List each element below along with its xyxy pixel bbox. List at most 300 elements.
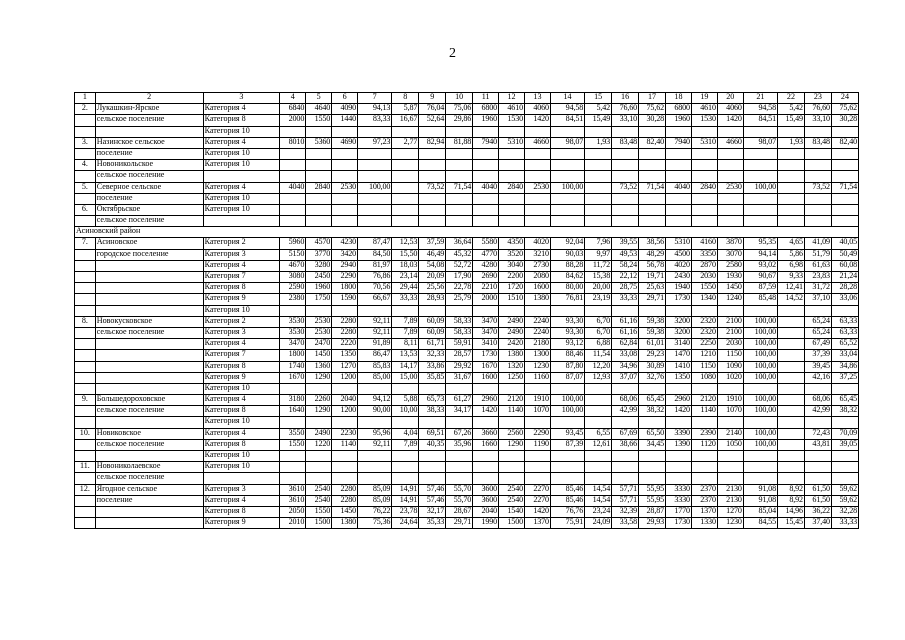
value-cell: 1300 [525,350,551,361]
value-cell: 22,12 [612,272,639,283]
value-cell: 29,44 [392,283,419,294]
value-cell: 87,39 [550,439,584,450]
value-cell: 33,33 [612,294,639,305]
value-cell: 3390 [666,428,692,439]
value-cell: 34,45 [639,439,666,450]
value-cell: 1420 [525,506,551,517]
value-cell: 1190 [525,439,551,450]
settlement-name-cell: сельское поселение [95,171,203,182]
value-cell: 1370 [525,518,551,529]
value-cell [525,148,551,159]
value-cell: 34,96 [612,361,639,372]
value-cell: 85,04 [743,506,777,517]
value-cell [473,171,499,182]
value-cell [831,126,858,137]
value-cell: 33,10 [804,115,831,126]
value-cell [585,473,612,484]
value-cell [743,462,777,473]
value-cell: 4040 [280,182,306,193]
value-cell: 1450 [306,350,332,361]
value-cell [358,126,392,137]
value-cell: 100,00 [550,182,584,193]
value-cell: 21,24 [831,272,858,283]
value-cell: 1160 [525,372,551,383]
value-cell [639,305,666,316]
value-cell: 23,24 [585,506,612,517]
value-cell: 3610 [280,484,306,495]
value-cell: 28,28 [831,283,858,294]
row-number-cell [75,327,96,338]
header-cell: 21 [743,93,777,104]
value-cell: 3530 [280,327,306,338]
value-cell: 5580 [473,238,499,249]
value-cell: 100,00 [743,372,777,383]
value-cell: 84,51 [743,115,777,126]
value-cell [332,160,358,171]
value-cell [550,148,584,159]
value-cell: 83,33 [358,115,392,126]
value-cell [525,417,551,428]
value-cell [831,148,858,159]
value-cell: 6,70 [585,327,612,338]
value-cell: 2180 [525,339,551,350]
value-cell: 2840 [306,182,332,193]
value-cell [473,417,499,428]
value-cell: 2250 [691,339,717,350]
value-cell: 100,00 [743,395,777,406]
value-cell: 1370 [691,506,717,517]
value-cell [639,451,666,462]
value-cell [585,395,612,406]
value-cell: 10,00 [392,406,419,417]
row-number-cell [75,126,96,137]
settlement-name-cell: Назинское сельское [95,137,203,148]
value-cell: 42,99 [612,406,639,417]
value-cell: 29,23 [639,350,666,361]
value-cell [777,350,804,361]
value-cell: 76,04 [419,104,446,115]
value-cell: 4020 [666,260,692,271]
value-cell: 17,90 [446,272,473,283]
settlement-name-cell: Асиновское [95,238,203,249]
row-number-cell [75,451,96,462]
value-cell: 3280 [306,260,332,271]
value-cell: 61,71 [419,339,446,350]
category-cell: Категория 10 [203,305,280,316]
value-cell: 91,08 [743,495,777,506]
value-cell: 35,85 [419,372,446,383]
value-cell [777,428,804,439]
settlement-name-cell: Новиковское [95,428,203,439]
category-cell: Категория 7 [203,350,280,361]
value-cell [499,126,525,137]
value-cell: 2040 [473,506,499,517]
value-cell [358,473,392,484]
value-cell [392,148,419,159]
value-cell [550,160,584,171]
value-cell: 46,49 [419,249,446,260]
value-cell: 2130 [717,495,743,506]
header-cell: 7 [358,93,392,104]
value-cell: 39,05 [831,439,858,450]
value-cell: 2580 [717,260,743,271]
value-cell [639,383,666,394]
value-cell [804,193,831,204]
value-cell [473,193,499,204]
value-cell [499,417,525,428]
value-cell [392,204,419,215]
value-cell: 4090 [332,104,358,115]
value-cell [473,160,499,171]
value-cell [666,148,692,159]
value-cell [717,171,743,182]
value-cell [358,305,392,316]
value-cell [473,148,499,159]
settlement-name-cell: Новониколаевское [95,462,203,473]
value-cell: 5310 [666,238,692,249]
value-cell: 12,61 [585,439,612,450]
value-cell [525,160,551,171]
value-cell [550,193,584,204]
value-cell: 70,56 [358,283,392,294]
value-cell: 1150 [691,361,717,372]
value-cell: 87,59 [743,283,777,294]
value-cell: 4160 [691,238,717,249]
value-cell [525,216,551,227]
value-cell: 62,84 [612,339,639,350]
value-cell: 15,38 [585,272,612,283]
table-row [75,216,859,227]
value-cell: 2490 [306,428,332,439]
row-number-cell [75,249,96,260]
row-number-cell [75,148,96,159]
value-cell [831,171,858,182]
value-cell: 29,93 [639,518,666,529]
value-cell: 4660 [717,137,743,148]
value-cell [612,451,639,462]
value-cell: 3350 [691,249,717,260]
value-cell [639,417,666,428]
value-cell: 80,00 [550,283,584,294]
header-cell: 19 [691,93,717,104]
value-cell: 1450 [717,283,743,294]
value-cell: 57,46 [419,484,446,495]
value-cell: 65,45 [831,395,858,406]
table-row [75,272,859,283]
value-cell [446,204,473,215]
value-cell: 30,89 [639,361,666,372]
value-cell: 1290 [306,406,332,417]
value-cell: 2120 [691,395,717,406]
value-cell: 2100 [717,316,743,327]
table-row [75,305,859,316]
value-cell: 66,67 [358,294,392,305]
header-cell: 13 [525,93,551,104]
value-cell: 2960 [666,395,692,406]
value-cell: 5360 [306,137,332,148]
row-number-cell [75,372,96,383]
table-row [75,126,859,137]
value-cell: 76,76 [550,506,584,517]
value-cell [804,204,831,215]
value-cell [525,171,551,182]
value-cell: 41,09 [804,238,831,249]
value-cell: 100,00 [743,361,777,372]
value-cell: 7,96 [585,238,612,249]
value-cell [419,473,446,484]
value-cell: 1800 [332,283,358,294]
value-cell: 2730 [525,260,551,271]
category-cell: Категория 10 [203,148,280,159]
value-cell [743,216,777,227]
value-cell [525,126,551,137]
value-cell: 36,64 [446,238,473,249]
value-cell: 54,08 [419,260,446,271]
value-cell: 1,93 [777,137,804,148]
value-cell: 2940 [332,260,358,271]
value-cell [743,160,777,171]
value-cell: 12,93 [585,372,612,383]
value-cell: 84,51 [550,115,584,126]
value-cell: 8,92 [777,484,804,495]
value-cell: 59,62 [831,495,858,506]
value-cell: 31,72 [804,283,831,294]
district-title: Асиновский район [75,227,859,238]
value-cell: 1500 [306,518,332,529]
value-cell [446,148,473,159]
value-cell [804,216,831,227]
value-cell [499,451,525,462]
value-cell: 5,87 [392,104,419,115]
value-cell: 25,63 [639,283,666,294]
value-cell: 29,92 [446,361,473,372]
value-cell: 91,08 [743,484,777,495]
value-cell: 1070 [525,406,551,417]
value-cell [419,462,446,473]
value-cell [777,316,804,327]
value-cell: 81,97 [358,260,392,271]
value-cell [585,193,612,204]
value-cell: 6,88 [585,339,612,350]
value-cell: 4610 [691,104,717,115]
header-cell: 6 [332,93,358,104]
value-cell [525,473,551,484]
value-cell [639,204,666,215]
value-cell [332,383,358,394]
table-row [75,249,859,260]
value-cell: 3550 [280,428,306,439]
value-cell [585,216,612,227]
value-cell [525,193,551,204]
value-cell: 30,28 [831,115,858,126]
value-cell [332,216,358,227]
value-cell [717,451,743,462]
table-row [75,238,859,249]
value-cell [550,451,584,462]
value-cell [585,171,612,182]
value-cell [691,126,717,137]
value-cell [306,473,332,484]
value-cell: 42,99 [804,406,831,417]
category-cell: Категория 8 [203,361,280,372]
value-cell: 4040 [473,182,499,193]
value-cell [777,406,804,417]
value-cell [306,126,332,137]
value-cell: 2280 [332,327,358,338]
value-cell: 23,78 [392,506,419,517]
value-cell [280,148,306,159]
value-cell [499,216,525,227]
value-cell: 85,09 [358,484,392,495]
value-cell [419,193,446,204]
value-cell: 40,05 [831,238,858,249]
value-cell [831,417,858,428]
settlement-name-cell: сельское поселение [95,473,203,484]
value-cell: 35,33 [419,518,446,529]
value-cell [612,462,639,473]
value-cell: 4230 [332,238,358,249]
value-cell: 23,19 [585,294,612,305]
value-cell: 3200 [666,316,692,327]
value-cell: 65,50 [639,428,666,439]
value-cell: 14,54 [585,495,612,506]
header-cell: 22 [777,93,804,104]
value-cell [280,171,306,182]
value-cell: 2490 [499,316,525,327]
value-cell: 2100 [717,327,743,338]
category-cell: Категория 10 [203,193,280,204]
value-cell [717,160,743,171]
value-cell: 1500 [499,518,525,529]
value-cell: 82,94 [419,137,446,148]
row-number-cell [75,305,96,316]
settlement-name-cell: городское поселение [95,249,203,260]
category-cell: Категория 10 [203,126,280,137]
settlement-name-cell: сельское поселение [95,216,203,227]
value-cell: 15,00 [392,372,419,383]
value-cell: 1320 [499,361,525,372]
table-row [75,428,859,439]
value-cell: 2420 [499,339,525,350]
value-cell: 76,60 [804,104,831,115]
value-cell: 100,00 [743,327,777,338]
value-cell: 5,42 [777,104,804,115]
value-cell: 100,00 [550,395,584,406]
value-cell: 73,52 [804,182,831,193]
value-cell [639,193,666,204]
value-cell: 1350 [666,372,692,383]
settlement-name-cell [95,350,203,361]
settlement-name-cell: Новоникольское [95,160,203,171]
table-row [75,171,859,182]
table-row [75,473,859,484]
category-cell: Категория 9 [203,518,280,529]
value-cell: 2240 [525,327,551,338]
value-cell [550,305,584,316]
value-cell: 14,91 [392,495,419,506]
value-cell: 95,35 [743,238,777,249]
value-cell: 2540 [499,484,525,495]
value-cell [777,327,804,338]
value-cell: 38,32 [831,406,858,417]
value-cell: 37,07 [612,372,639,383]
value-cell: 97,23 [358,137,392,148]
value-cell: 7,89 [392,316,419,327]
value-cell [332,204,358,215]
value-cell: 1290 [306,372,332,383]
value-cell: 6,70 [585,316,612,327]
value-cell: 14,91 [392,484,419,495]
category-cell: Категория 10 [203,417,280,428]
value-cell [831,193,858,204]
value-cell [717,193,743,204]
value-cell [392,126,419,137]
value-cell: 40,35 [419,439,446,450]
value-cell: 30,28 [639,115,666,126]
settlement-name-cell: поселение [95,193,203,204]
value-cell: 82,40 [639,137,666,148]
row-number-cell: 9. [75,395,96,406]
value-cell: 2490 [499,327,525,338]
value-cell: 75,62 [831,104,858,115]
value-cell: 2430 [666,272,692,283]
value-cell [446,171,473,182]
value-cell: 1510 [499,294,525,305]
value-cell [280,451,306,462]
value-cell [777,126,804,137]
value-cell [306,204,332,215]
table-row [75,294,859,305]
category-cell: Категория 7 [203,272,280,283]
value-cell: 3660 [473,428,499,439]
value-cell: 2230 [332,428,358,439]
value-cell [743,417,777,428]
value-cell: 5150 [280,249,306,260]
value-cell: 60,08 [831,260,858,271]
value-cell: 85,46 [550,495,584,506]
value-cell [280,193,306,204]
value-cell: 1740 [280,361,306,372]
value-cell: 3600 [473,484,499,495]
value-cell [446,160,473,171]
value-cell: 1550 [306,115,332,126]
value-cell [306,148,332,159]
value-cell: 2320 [691,316,717,327]
value-cell [550,383,584,394]
value-cell: 94,12 [358,395,392,406]
value-cell: 32,17 [419,506,446,517]
value-cell [717,126,743,137]
value-cell: 1140 [691,406,717,417]
value-cell: 76,86 [358,272,392,283]
category-cell: Категория 4 [203,395,280,406]
value-cell [473,216,499,227]
value-cell: 57,71 [612,484,639,495]
value-cell: 20,09 [419,272,446,283]
value-cell: 100,00 [358,182,392,193]
value-cell [666,160,692,171]
value-cell [691,204,717,215]
value-cell [777,361,804,372]
value-cell: 65,73 [419,395,446,406]
value-cell: 100,00 [743,339,777,350]
settlement-name-cell: сельское поселение [95,439,203,450]
header-cell: 23 [804,93,831,104]
value-cell: 18,03 [392,260,419,271]
value-cell: 1090 [717,361,743,372]
value-cell: 90,67 [743,272,777,283]
table-row [75,260,859,271]
